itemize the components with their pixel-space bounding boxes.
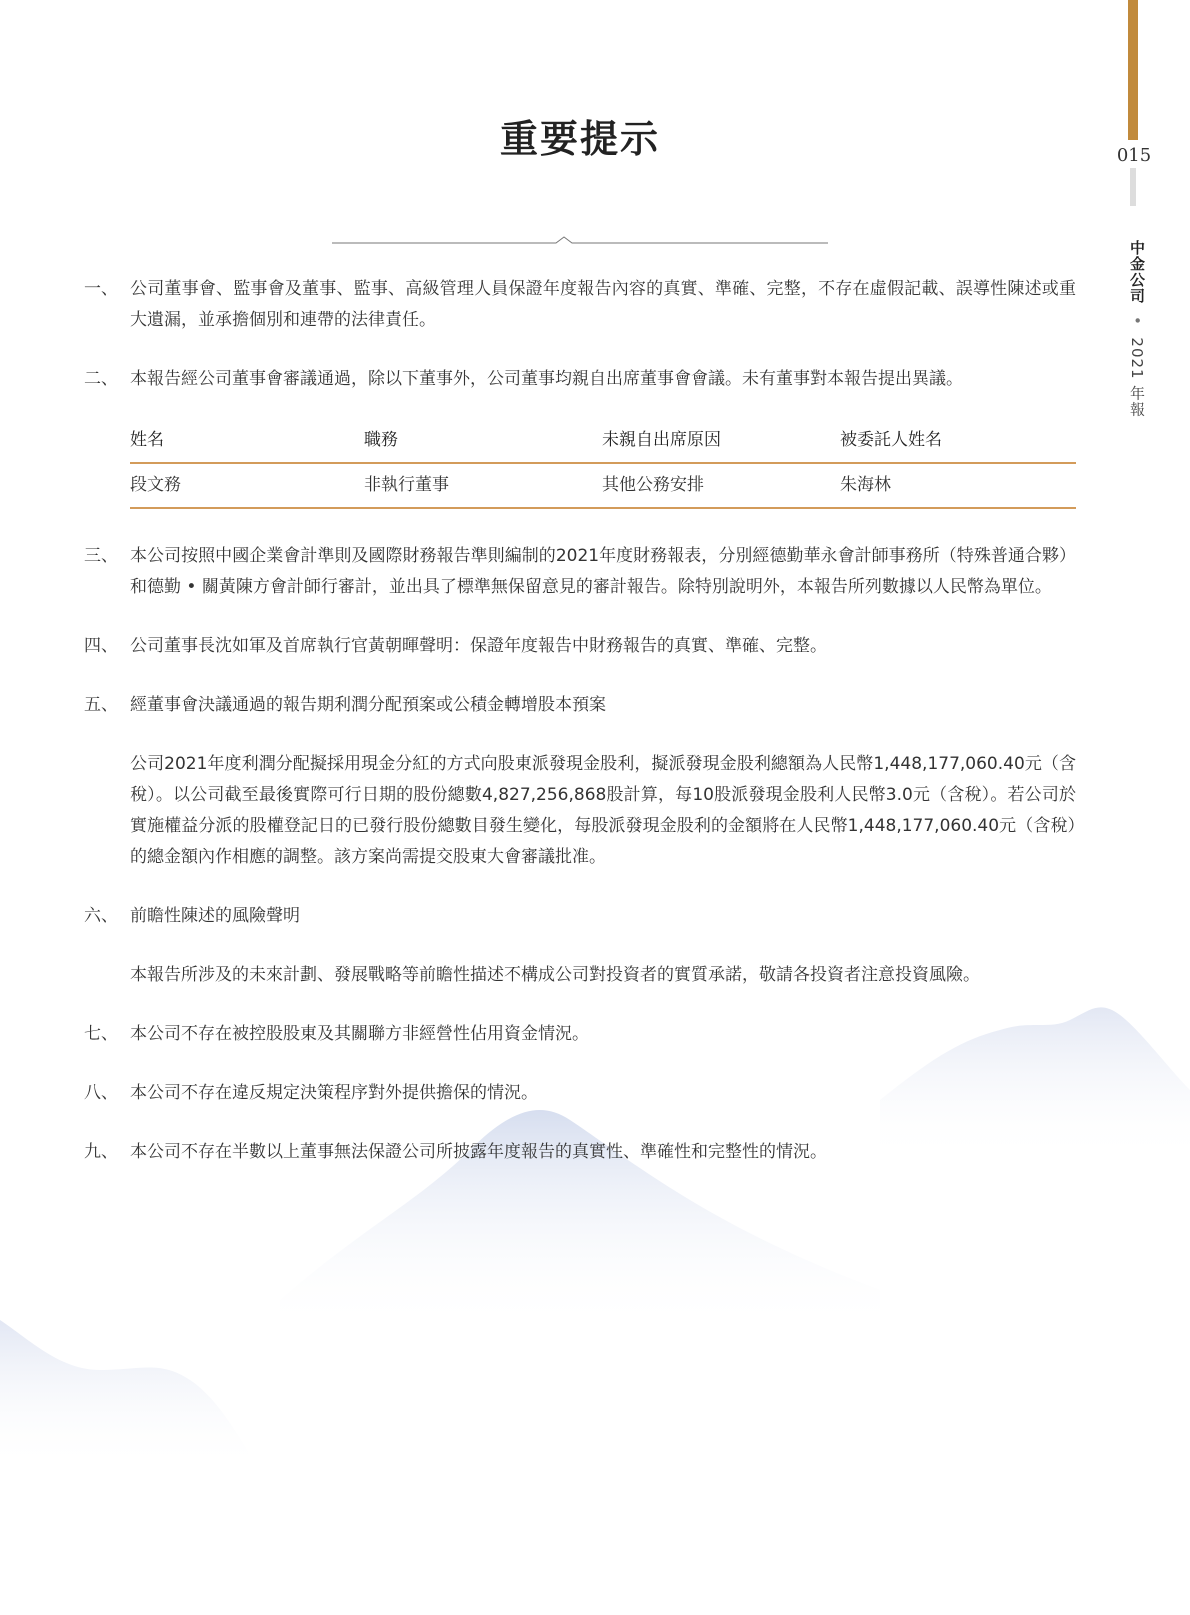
title-divider-ornament: [332, 236, 828, 250]
table-cell: 其他公務安排: [602, 463, 840, 508]
side-separator-dot: •: [1128, 315, 1146, 326]
item-text: 前瞻性陳述的風險聲明: [130, 906, 300, 926]
item-number: 三、: [84, 546, 118, 566]
table-cell: 非執行董事: [364, 463, 602, 508]
absent-directors-table: [130, 419, 1076, 509]
page-number: 015: [1116, 145, 1152, 166]
table-cell: 朱海林: [840, 463, 1076, 508]
notice-item-3: [84, 541, 1076, 603]
table-header-position: 職務: [364, 419, 602, 463]
notice-item-7: [84, 1019, 1076, 1050]
item-text: 本公司不存在被控股股東及其關聯方非經營性佔用資金情況。: [130, 1024, 589, 1044]
item-text: 本公司按照中國企業會計準則及國際財務報告準則編制的2021年度財務報表，分別經德勤華永會計師事務所（特殊普通合夥）和德勤 • 關黃陳方會計師行審計，並出具了標準無保留意見的審計報告。除特別說明外，本報告所列數據以人民幣為單位。: [130, 546, 1076, 597]
table-header-row: [130, 419, 1076, 463]
notice-item-9: [84, 1137, 1076, 1168]
item-text: 本公司不存在違反規定決策程序對外提供擔保的情況。: [130, 1083, 538, 1103]
table-header-name: 姓名: [130, 419, 364, 463]
notice-item-8: [84, 1078, 1076, 1109]
item-number: 四、: [84, 636, 118, 656]
table-row: [130, 463, 1076, 508]
item-number: 五、: [84, 695, 118, 715]
side-header-vertical: [1120, 240, 1148, 417]
notice-item-6: [84, 901, 1076, 932]
item-number: 八、: [84, 1083, 118, 1103]
page-title: 重要提示: [499, 116, 660, 161]
item-text: 本報告經公司董事會審議通過，除以下董事外，公司董事均親自出席董事會會議。未有董事對本報告提出異議。: [130, 369, 963, 389]
notice-item-2: [84, 364, 1076, 395]
notice-item-1: [84, 274, 1076, 336]
item-6-detail: 本報告所涉及的未來計劃、發展戰略等前瞻性描述不構成公司對投資者的實質承諾，敬請各投資者注意投資風險。: [130, 965, 980, 985]
item-5-detail: 公司2021年度利潤分配擬採用現金分紅的方式向股東派發現金股利，擬派發現金股利總額為人民幣1,448,177,060.40元（含稅）。以公司截至最後實際可行日期的股份總數4,827,256,868股計算，每10股派發現金股利人民幣3.0元（含稅）。若公司於實施權益分派的股權登記日的已發行股份總數目發生變化，每股派發現金股利的金額將在人民幣1,448,177,060.40元（含稅）的總金額內作相應的調整。該方案尚需提交股東大會審議批准。: [130, 754, 1076, 867]
side-report-name: 2021 年報: [1128, 337, 1146, 418]
item-number: 六、: [84, 906, 118, 926]
item-number: 九、: [84, 1142, 118, 1162]
table-cell: 段文務: [130, 463, 364, 508]
table-header-proxy: 被委託人姓名: [840, 419, 1076, 463]
side-company-name: 中金公司: [1128, 240, 1146, 304]
item-text: 公司董事長沈如軍及首席執行官黃朝暉聲明：保證年度報告中財務報告的真實、準確、完整。: [130, 636, 827, 656]
notice-item-4: [84, 631, 1076, 662]
item-text: 本公司不存在半數以上董事無法保證公司所披露年度報告的真實性、準確性和完整性的情況。: [130, 1142, 827, 1162]
notice-content: [84, 274, 1076, 1168]
table-header-reason: 未親自出席原因: [602, 419, 840, 463]
item-number: 七、: [84, 1024, 118, 1044]
notice-item-5: [84, 690, 1076, 721]
item-number: 二、: [84, 369, 118, 389]
item-number: 一、: [84, 279, 118, 299]
item-text: 公司董事會、監事會及董事、監事、高級管理人員保證年度報告內容的真實、準確、完整，不存在虛假記載、誤導性陳述或重大遺漏，並承擔個別和連帶的法律責任。: [130, 279, 1076, 330]
item-text: 經董事會決議通過的報告期利潤分配預案或公積金轉增股本預案: [130, 695, 606, 715]
side-divider-bar: [1130, 168, 1136, 206]
